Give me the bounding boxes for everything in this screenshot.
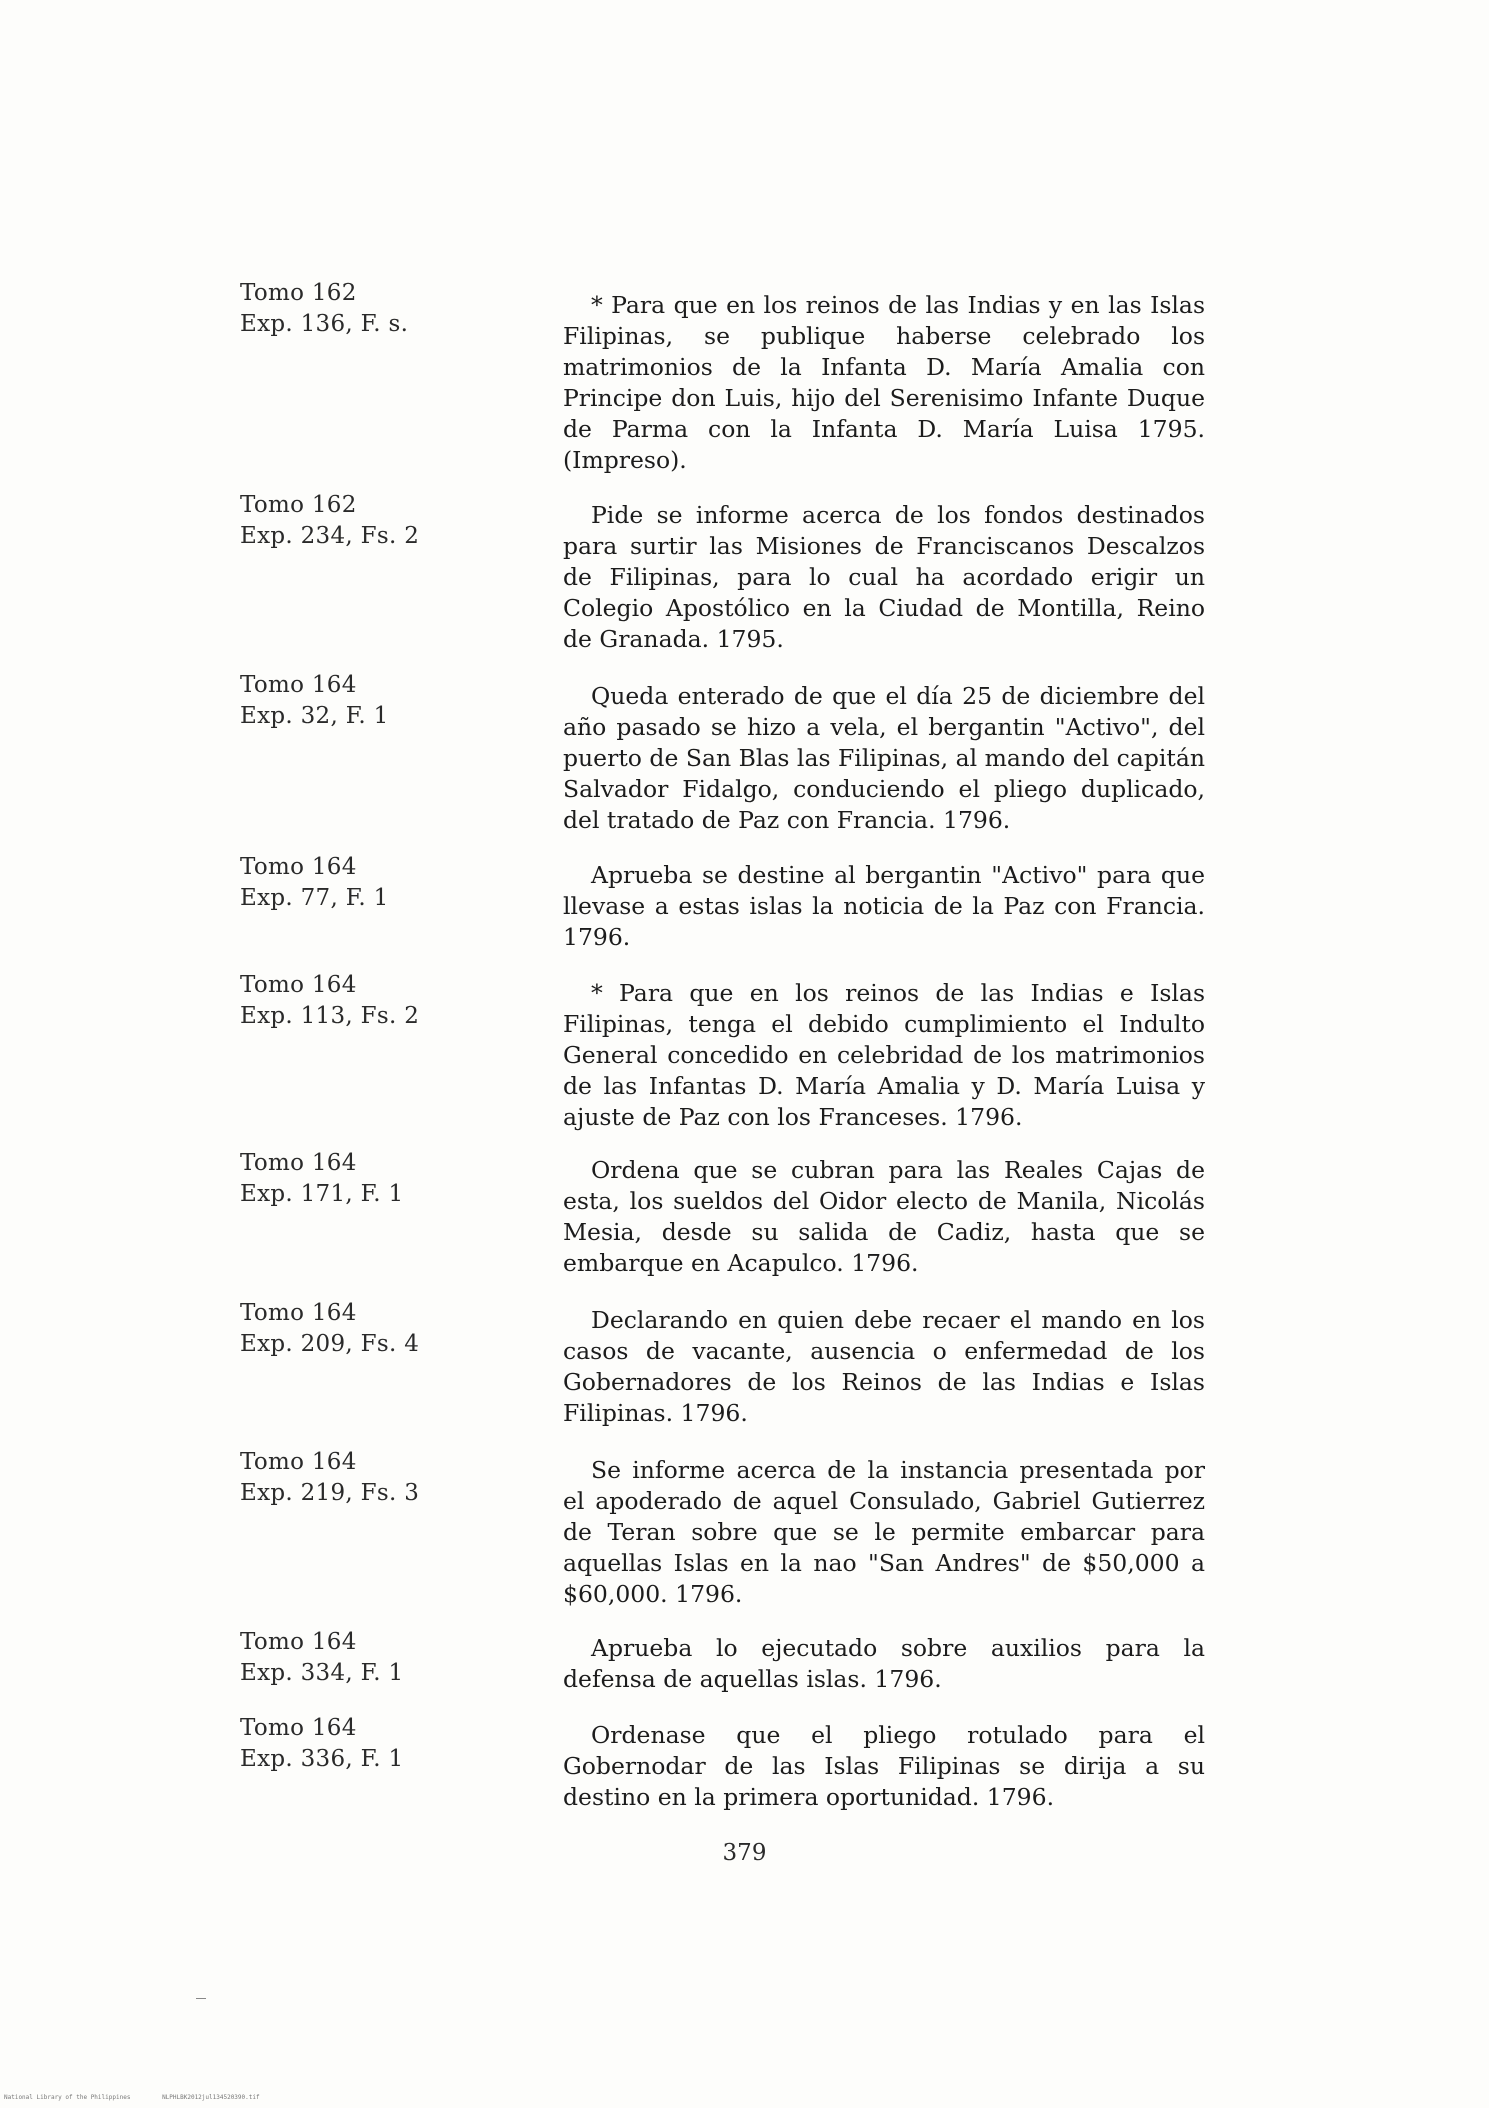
archive-reference [240,1148,490,1210]
entry-description: Se informe acerca de la instancia presentada por el apoderado de aquel Consulado, Gabriel Gutierrez de Teran sobre que se le permite embarcar para aquellas Islas en la nao "San Andres" de $50,000 a $60,000. 1796. [563,1456,1205,1608]
tomo-label: Tomo 164 [240,1300,357,1326]
expediente-label: Exp. 171, F. 1 [240,1181,404,1207]
entry-description: Ordenase que el pliego rotulado para el Gobernodar de las Islas Filipinas se dirija a su destino en la primera oportunidad. 1796. [563,1721,1205,1811]
archive-reference [240,278,490,340]
entry-description: Pide se informe acerca de los fondos destinados para surtir las Misiones de Franciscanos Descalzos de Filipinas, para lo cual ha acordado erigir un Colegio Apostólico en la Ciudad de Montilla, Reino de Granada. 1795. [563,501,1205,653]
tomo-label: Tomo 164 [240,1449,357,1475]
tomo-label: Tomo 164 [240,972,357,998]
tomo-label: Tomo 164 [240,1715,357,1741]
expediente-label: Exp. 136, F. s. [240,311,409,337]
expediente-label: Exp. 32, F. 1 [240,703,389,729]
expediente-label: Exp. 77, F. 1 [240,885,389,911]
tomo-label: Tomo 162 [240,492,357,518]
archive-reference [240,490,490,552]
entry-description: * Para que en los reinos de las Indias e Islas Filipinas, tenga el debido cumplimiento el Indulto General concedido en celebridad de los matrimonios de las Infantas D. María Amalia y D. María Luisa y ajuste de Paz con los Franceses. 1796. [563,979,1205,1131]
page-number: 379 [722,1840,767,1866]
expediente-label: Exp. 334, F. 1 [240,1660,404,1686]
archive-reference [240,1298,490,1360]
tomo-label: Tomo 164 [240,854,357,880]
footer-file-id: NLPHLBK2012jul134520390.tif [162,2094,260,2101]
tomo-label: Tomo 162 [240,280,357,306]
expediente-label: Exp. 234, Fs. 2 [240,523,420,549]
scan-footer [4,2094,288,2101]
expediente-label: Exp. 209, Fs. 4 [240,1331,420,1357]
entry-description: Aprueba lo ejecutado sobre auxilios para la defensa de aquellas islas. 1796. [563,1634,1205,1693]
expediente-label: Exp. 219, Fs. 3 [240,1480,420,1506]
entry-description: Queda enterado de que el día 25 de diciembre del año pasado se hizo a vela, el bergantin "Activo", del puerto de San Blas las Filipinas, al mando del capitán Salvador Fidalgo, conduciendo el pliego duplicado, del tratado de Paz con Francia. 1796. [563,682,1205,834]
archive-reference [240,1447,490,1509]
entry-description: * Para que en los reinos de las Indias y en las Islas Filipinas, se publique haberse celebrado los matrimonios de la Infanta D. María Amalia con Principe don Luis, hijo del Serenisimo Infante Duque de Parma con la Infanta D. María Luisa 1795. (Impreso). [563,291,1205,474]
expediente-label: Exp. 113, Fs. 2 [240,1003,420,1029]
archive-reference [240,1713,490,1775]
scan-speck [196,1998,206,1999]
archive-reference [240,670,490,732]
entry-description: Declarando en quien debe recaer el mando en los casos de vacante, ausencia o enfermedad de los Gobernadores de los Reinos de las Indias e Islas Filipinas. 1796. [563,1306,1205,1427]
expediente-label: Exp. 336, F. 1 [240,1746,404,1772]
entry-description: Ordena que se cubran para las Reales Cajas de esta, los sueldos del Oidor electo de Manila, Nicolás Mesia, desde su salida de Cadiz, hasta que se embarque en Acapulco. 1796. [563,1156,1205,1277]
tomo-label: Tomo 164 [240,672,357,698]
archive-reference [240,852,490,914]
archive-reference [240,970,490,1032]
archive-reference [240,1627,490,1689]
entry-description: Aprueba se destine al bergantin "Activo" para que llevase a estas islas la noticia de la Paz con Francia. 1796. [563,861,1205,951]
tomo-label: Tomo 164 [240,1629,357,1655]
footer-library: National Library of the Philippines [4,2094,131,2101]
tomo-label: Tomo 164 [240,1150,357,1176]
